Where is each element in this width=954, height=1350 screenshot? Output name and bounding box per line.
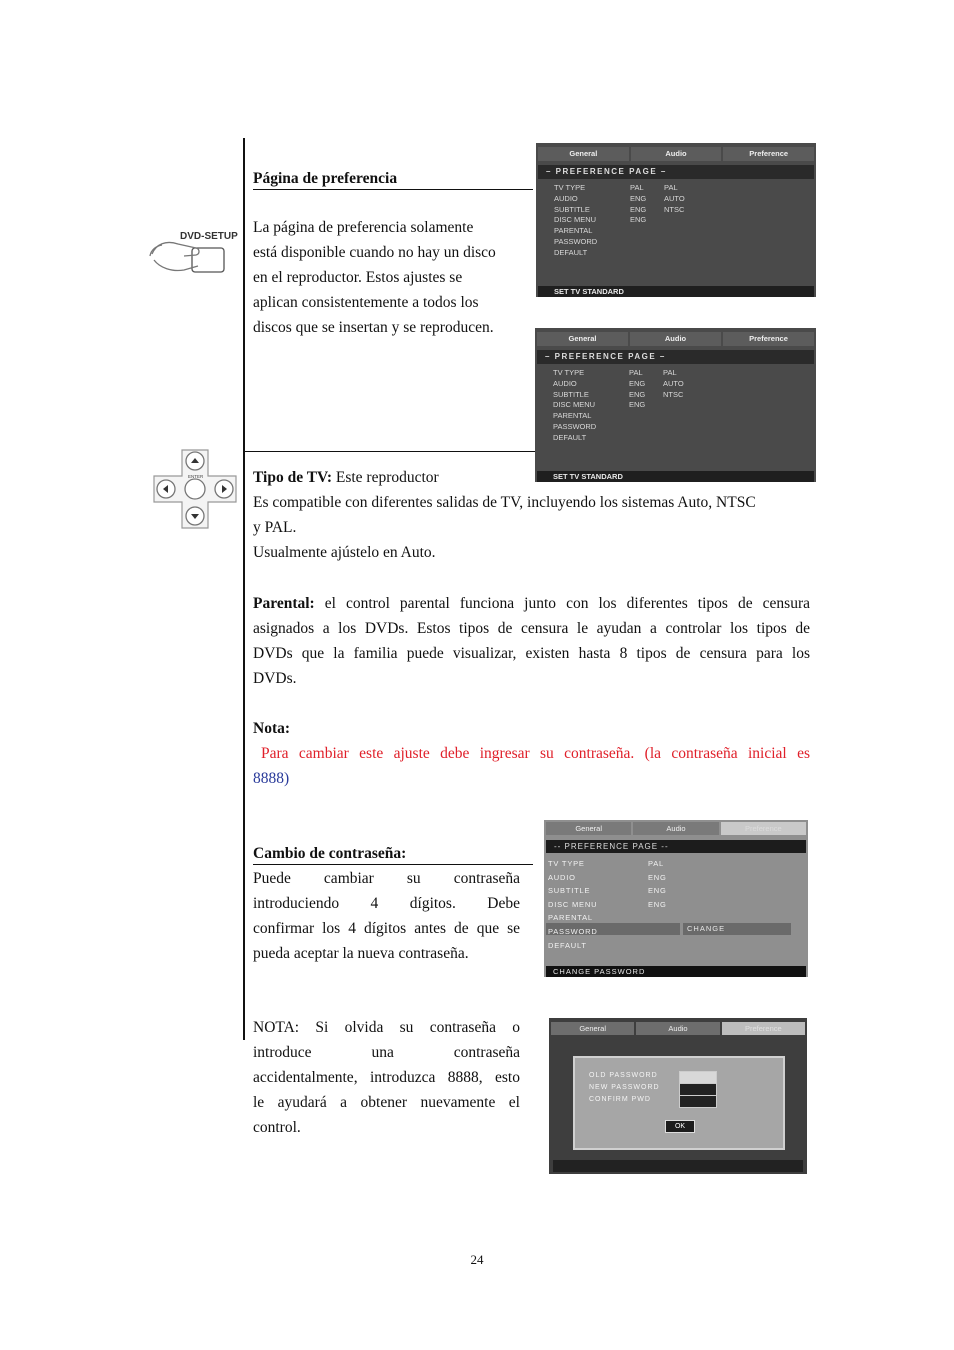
tab-general: General <box>551 1022 634 1035</box>
tab-audio: Audio <box>630 332 721 346</box>
nota-text: Para cambiar este ajuste debe ingresar su contraseña. (la contraseña inicial es <box>261 745 810 762</box>
parental-block: Parental: el control parental funciona junto con los diferentes tipos de censura asignados a los DVDs. Estos tipos de censura le ayudan a controlar los tipos de DVDs que la familia puede visualizar, existen hasta 8 tipos de censura para los DVDs. <box>253 595 810 687</box>
change-password-menu-screenshot <box>544 820 808 977</box>
menu-header: -- PREFERENCE PAGE -- <box>546 840 806 853</box>
tab-preference: Preference <box>722 1022 805 1035</box>
ok-button: OK <box>665 1120 695 1133</box>
setup-label: DVD-SETUP <box>180 231 238 242</box>
section-divider <box>245 451 535 452</box>
menu-header: – PREFERENCE PAGE – <box>537 350 814 364</box>
nota-password: 8888) <box>253 770 290 787</box>
parental-label: Parental: <box>253 595 315 612</box>
tab-preference: Preference <box>721 822 806 835</box>
section-heading-preferencia: Página de preferencia <box>253 170 398 187</box>
cambio-paragraph: Puede cambiar su contraseña introduciendo 4 dígitos. Debe confirmar los 4 dígitos antes de que se pueda aceptar la nueva contraseña. <box>253 870 520 962</box>
nota-block <box>253 716 810 791</box>
nota-label: Nota: <box>253 720 291 737</box>
password-dialog-screenshot <box>549 1018 807 1174</box>
page-number: 24 <box>470 1252 484 1267</box>
tv-type-label: Tipo de TV: <box>253 469 332 486</box>
dvd-setup-hand-icon <box>148 226 238 278</box>
change-option: CHANGE <box>683 923 791 935</box>
menu-rows: TV TYPE PAL PAL AUDIO ENG AUTO SUBTITLE ENG NTSC DISC MENU ENG PARENTAL PASSWORD DEFAULT <box>553 368 684 442</box>
dialog-bottom-bar <box>553 1160 803 1172</box>
preference-menu-screenshot-1 <box>536 143 816 297</box>
menu-footer: SET TV STANDARD <box>538 286 814 297</box>
tv-type-block: Tipo de TV: Este reproductor Es compatible con diferentes salidas de TV, incluyendo los sistemas Auto, NTSC y PAL. Usualmente ajústelo en Auto. <box>253 469 756 561</box>
menu-footer: CHANGE PASSWORD <box>546 966 806 977</box>
confirm-password-label: CONFIRM PWD <box>589 1096 651 1103</box>
tab-audio: Audio <box>631 147 722 161</box>
menu-header: – PREFERENCE PAGE – <box>538 165 814 179</box>
old-password-label: OLD PASSWORD <box>589 1072 658 1079</box>
new-password-label: NEW PASSWORD <box>589 1084 660 1091</box>
nota2-paragraph: NOTA: Si olvida su contraseña o introduce una contraseña accidentalmente, introduzca 8888, esto le ayudará a obtener nuevamente el control. <box>253 1019 520 1136</box>
tab-audio: Audio <box>636 1022 719 1035</box>
preference-paragraph: La página de preferencia solamente está disponible cuando no hay un disco en el reproductor. Estos ajustes se aplican consistentemente a todos los discos que se insertan y se reproducen. <box>253 219 496 336</box>
menu-rows: TV TYPE PAL PAL AUDIO ENG AUTO SUBTITLE ENG NTSC DISC MENU ENG PARENTAL PASSWORD DEFAULT <box>554 183 685 257</box>
confirm-password-field <box>679 1095 717 1108</box>
preference-menu-screenshot-2 <box>535 328 816 482</box>
tab-general: General <box>537 332 628 346</box>
password-dialog <box>573 1056 785 1150</box>
cambio-underline <box>253 864 533 865</box>
tab-audio: Audio <box>633 822 718 835</box>
menu-rows: TV TYPE PAL AUDIO ENG SUBTITLE ENG DISC MENU ENG PARENTAL PASSWORD DEFAULT <box>548 859 667 950</box>
tab-general: General <box>546 822 631 835</box>
navigation-pad-icon <box>152 448 238 530</box>
menu-footer: SET TV STANDARD <box>537 471 814 482</box>
tab-general: General <box>538 147 629 161</box>
enter-label: ENTER <box>188 474 204 479</box>
left-rule <box>243 138 245 1040</box>
tab-preference: Preference <box>723 332 814 346</box>
heading-underline <box>253 189 533 190</box>
cambio-heading: Cambio de contraseña: <box>253 845 407 862</box>
tab-preference: Preference <box>723 147 814 161</box>
